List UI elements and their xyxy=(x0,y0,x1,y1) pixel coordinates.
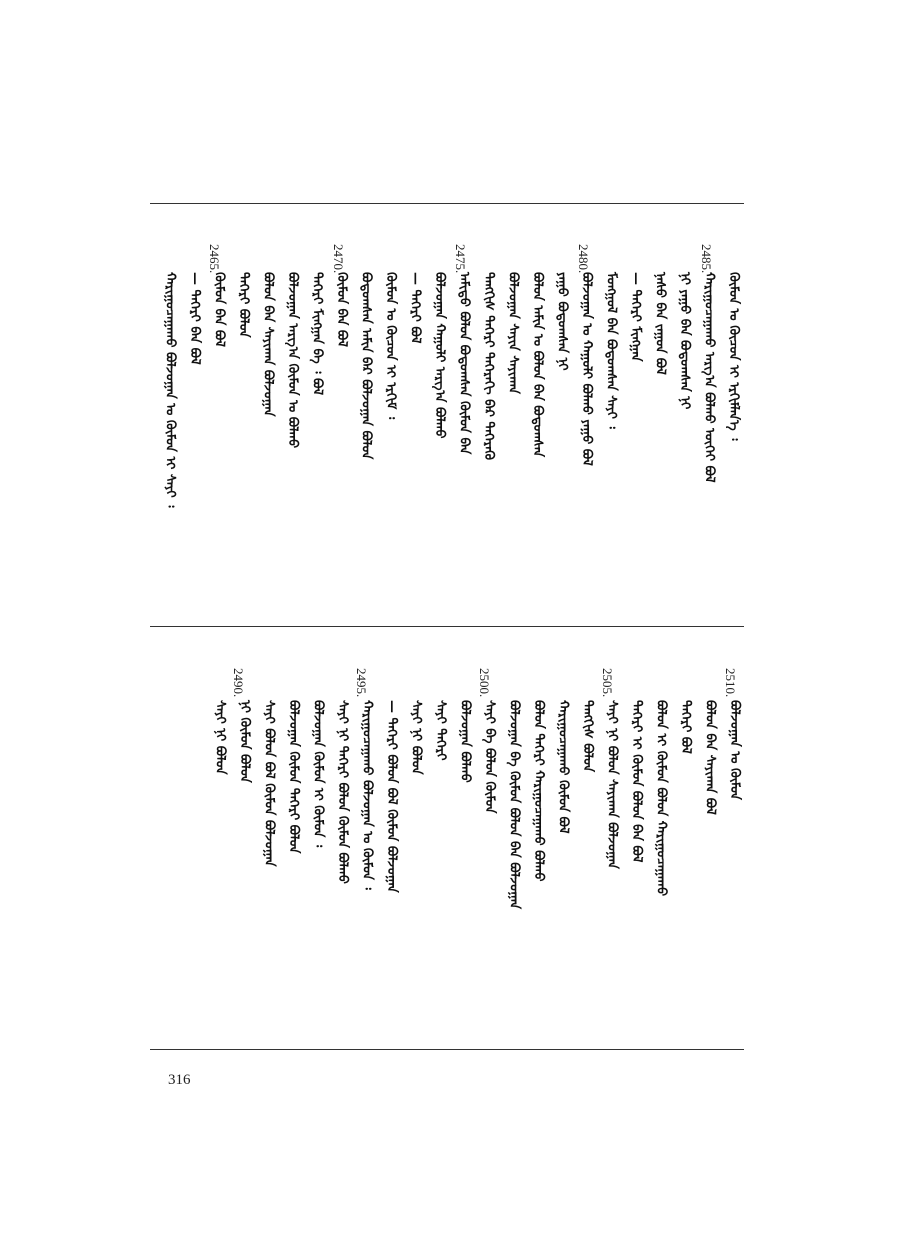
verse-line: ᠪᠣᠯᠵᠣᠭᠠᠨ ᠪᠣᠯᠬᠤ xyxy=(457,700,473,783)
verse-line: ᠪᠣᠯᠵᠣᠭᠠᠨ ᠤ ᠬᠠᠭᠤᠯᠢ ᠪᠣᠯᠬᠤ ᠶᠠᠭᠤ ᠪᠣᠯ xyxy=(579,272,594,466)
verse-line: ᠲᠡᠩᠭᠢᠰ ᠪᠣᠯᠤᠨ xyxy=(580,700,595,773)
verse-line: ᠶᠠᠭᠤ ᠪᠣᠳᠣᠭᠰᠠᠨ ᠨᠢ xyxy=(554,272,570,371)
verse-line: ᠪᠣᠯᠵᠣᠭᠠᠨ ᠬᠦᠮᠦᠨ ᠲᠡᠭᠡᠷᠢ ᠪᠣᠯᠤᠨ xyxy=(286,700,301,854)
verse-line: ᠲᠡᠭᠡᠷᠢ ᠪᠣᠯᠤᠨ xyxy=(236,272,251,338)
verse-line: ᠲᠡᠩᠭᠢᠰ ᠲᠡᠭᠡᠷᠢ ᠳᠡᠭᠡᠷᠡᠬᠢ ᠪᠠᠷ ᠳᠡᠭᠡᠷᠡᠬᠦ xyxy=(481,272,496,460)
verse-line: ᠪᠣᠯᠤᠨ ᠠᠮᠢᠨ ᠤ ᠪᠣᠯᠤᠨ ᠪᠠᠨ ᠪᠣᠳᠣᠭᠰᠠᠨ xyxy=(530,272,545,458)
line-number: 2485. xyxy=(699,244,714,274)
verse-line: ᠪᠣᠯᠵᠣᠭᠠᠨ ᠬᠦᠮᠦᠨ ᠢ ᠬᠦᠮᠦᠨ ᠄ xyxy=(310,700,326,848)
verse-line: ᠮᠣᠩᠭᠣᠯ ᠪᠠᠨ ᠪᠣᠳᠣᠭᠰᠠᠨ ᠰᠠᠶᠢ ᠄ xyxy=(603,272,619,429)
verse-line: ᠪᠣᠯᠵᠣᠭᠠᠨ ᠠᠷᠭ᠎ᠠ ᠬᠦᠮᠦᠨ ᠤ ᠪᠣᠯᠬᠤ xyxy=(285,272,300,449)
verse-line: ᠨᠢ ᠬᠦᠮᠦᠨ ᠪᠣᠯᠤᠨ xyxy=(237,700,252,783)
page-number: 316 xyxy=(168,1072,191,1088)
top-rule xyxy=(150,203,744,204)
verse-line: ᠰᠠᠶᠢ ᠨᠢ ᠪᠣᠯᠤᠨ xyxy=(212,700,228,775)
line-number: 2465. xyxy=(207,244,222,274)
middle-rule xyxy=(150,626,744,627)
verse-line: ᠲᠡᠭᠡᠷᠢ ᠮᠢᠩᠭᠠᠨ ᠪᠠ ᠄ ᠪᠣᠯ xyxy=(309,272,325,396)
verse-line: ᠬᠦᠮᠦᠨ ᠪᠠᠨ ᠪᠣᠯ xyxy=(211,272,227,347)
line-number: 2475. xyxy=(453,244,468,274)
verse-line: ᠬᠦᠮᠦᠨ ᠪᠠᠨ ᠪᠣᠯ xyxy=(334,272,349,347)
verse-line: ᠨᠠᠰᠤ ᠪᠠᠨ ᠵᠠᠭᠤᠨ ᠪᠣᠯ xyxy=(652,272,668,375)
verse-line: ᠬᠠᠷᠢᠭᠤᠴᠠᠭᠠᠬᠤ ᠬᠦᠮᠦᠨ ᠪᠣᠯ xyxy=(555,700,571,834)
verse-line: ᠲᠡᠭᠡᠷᠢ ᠪᠣᠯ xyxy=(678,700,693,754)
verse-line: ᠬᠠᠷᠢᠭᠤᠴᠠᠭᠠᠬᠤ ᠪᠣᠯᠵᠣᠭᠠᠨ ᠤ ᠬᠦᠮᠦᠨ ᠄ xyxy=(359,700,375,890)
verse-line: ᠬᠦᠮᠦᠨ ᠤ ᠬᠦᠴᠦᠨ ᠢ ᠡᠷᠬᠢᠮ ᠄ xyxy=(383,272,398,420)
verse-line: ᠰᠠᠶᠢ ᠲᠡᠭᠡᠷᠢ xyxy=(433,700,448,761)
verse-line: ᠪᠣᠯᠤᠨ ᠲᠡᠭᠡᠷᠢ ᠬᠠᠷᠢᠭᠤᠴᠠᠭᠠᠬᠤ ᠪᠣᠯᠬᠤ xyxy=(531,700,546,882)
verse-line: — ᠲᠡᠭᠡᠷᠢ ᠮᠢᠩᠭᠠᠨ xyxy=(628,272,643,362)
line-number: 2470. xyxy=(331,244,346,274)
verse-line: ᠬᠠᠷᠢᠭᠤᠴᠠᠭᠠᠬᠤ ᠪᠣᠯᠵᠣᠭᠠᠨ ᠤ ᠬᠦᠮᠦᠨ ᠢ ᠰᠠᠶᠢ ᠄ xyxy=(162,272,178,508)
verse-line: ᠨᠢ ᠶᠠᠭᠤ ᠪᠠᠨ ᠪᠣᠳᠣᠭᠰᠠᠨ ᠨᠢ xyxy=(677,272,692,410)
line-number: 2480. xyxy=(576,244,591,274)
verse-line: — ᠲᠡᠭᠡᠷᠢ ᠪᠠᠨ ᠪᠣᠯ xyxy=(187,272,202,365)
verse-line: ᠬᠥᠮᠦᠨ ᠤ ᠬᠦᠴᠦᠨ ᠢ ᠡᠷᠬᠢᠮᠯᠡᠨ᠎ᠡ ᠄ xyxy=(726,272,741,441)
verse-line: ᠪᠣᠯᠵᠣᠭᠠᠨ ᠬᠠᠭᠤᠯᠢ ᠠᠷᠭ᠎ᠠ ᠪᠣᠯᠬᠤ xyxy=(432,272,447,439)
line-number: 2510. xyxy=(723,668,738,698)
verse-line: ᠪᠣᠯᠤᠨ ᠢ ᠬᠦᠮᠦᠨ ᠪᠣᠯᠤᠨ ᠬᠠᠷᠢᠭᠤᠴᠠᠭᠠᠬᠤ xyxy=(653,700,669,897)
verse-line: ᠪᠣᠯᠵᠣᠭᠠᠨ ᠤ ᠬᠦᠮᠦᠨ xyxy=(727,700,742,800)
verse-line: ᠰᠠᠶᠢ ᠪᠠ ᠪᠣᠯᠤᠨ ᠬᠦᠮᠦᠨ xyxy=(482,700,497,814)
verse-line: ᠪᠣᠯᠤᠨ ᠪᠠᠨ ᠰᠠᠶᠢᠬᠠᠨ ᠪᠣᠯᠵᠣᠭᠠᠨ xyxy=(260,272,276,417)
verse-line: ᠰᠠᠶᠢ ᠨᠢ ᠲᠡᠭᠡᠷᠢ ᠪᠣᠯᠤᠨ ᠬᠦᠮᠦᠨ ᠪᠣᠯᠬᠤ xyxy=(335,700,350,884)
verse-line: ᠰᠠᠶᠢ ᠨᠢ ᠪᠣᠯᠤᠨ ᠰᠠᠶᠢᠬᠠᠨ ᠪᠣᠯᠵᠣᠭᠠᠨ xyxy=(604,700,620,869)
verse-line: ᠬᠠᠷᠢᠭᠤᠴᠠᠭᠠᠬᠤ ᠠᠷᠭ᠎ᠠ ᠪᠣᠯᠬᠤ ᠦᠭᠡᠢ ᠪᠣᠯ xyxy=(701,272,717,483)
verse-line: ᠪᠣᠯᠵᠣᠭᠠᠨ ᠪᠠ ᠬᠦᠮᠦᠨ ᠪᠣᠯᠤᠨ ᠪᠠᠨ ᠪᠣᠯᠵᠣᠭᠠᠨ xyxy=(506,700,522,910)
verse-line: — ᠲᠡᠭᠡᠷᠢ ᠪᠣᠯ xyxy=(407,272,423,344)
line-number: 2505. xyxy=(600,668,615,698)
verse-line: ᠰᠠᠶᠢ ᠨᠢ ᠪᠣᠯᠤᠨ xyxy=(408,700,424,775)
verse-line: ᠲᠡᠭᠡᠷᠢ ᠢ ᠬᠦᠮᠦᠨ ᠪᠣᠯᠤᠨ ᠪᠠᠨ ᠪᠣᠯ xyxy=(629,700,644,863)
line-number: 2500. xyxy=(477,668,492,698)
bottom-rule xyxy=(150,1049,744,1050)
line-number: 2490. xyxy=(231,668,246,698)
verse-line: ᠠᠮᠢᠳᠤ ᠪᠣᠯᠤᠨ ᠪᠣᠳᠣᠭᠰᠠᠨ ᠬᠦᠮᠦᠨ ᠪᠠᠨ xyxy=(456,272,472,455)
verse-line: ᠪᠣᠳᠣᠭᠰᠠᠨ ᠠᠮᠢᠨ ᠪᠠᠷ ᠪᠣᠯᠵᠣᠭᠠᠨ ᠪᠣᠯᠤᠨ xyxy=(358,272,374,460)
verse-line: ᠪᠣᠯᠤᠨ ᠪᠠᠨ ᠰᠠᠶᠢᠬᠠᠨ ᠪᠣᠯ xyxy=(702,700,718,815)
line-number: 2495. xyxy=(354,668,369,698)
verse-line: ᠪᠣᠯᠵᠣᠭᠠᠨ ᠰᠠᠶᠢᠨ ᠰᠠᠶᠢᠬᠠᠨ xyxy=(505,272,521,394)
verse-line: — ᠲᠡᠭᠡᠷᠢ ᠪᠣᠯᠤᠨ ᠪᠣᠯ ᠬᠦᠮᠦᠨ ᠪᠣᠯᠵᠣᠭᠠᠨ xyxy=(384,700,399,893)
verse-line: ᠰᠠᠶᠢ ᠪᠣᠯᠤᠨ ᠪᠣᠯ ᠬᠦᠮᠦᠨ ᠪᠣᠯᠵᠣᠭᠠᠨ xyxy=(261,700,277,867)
